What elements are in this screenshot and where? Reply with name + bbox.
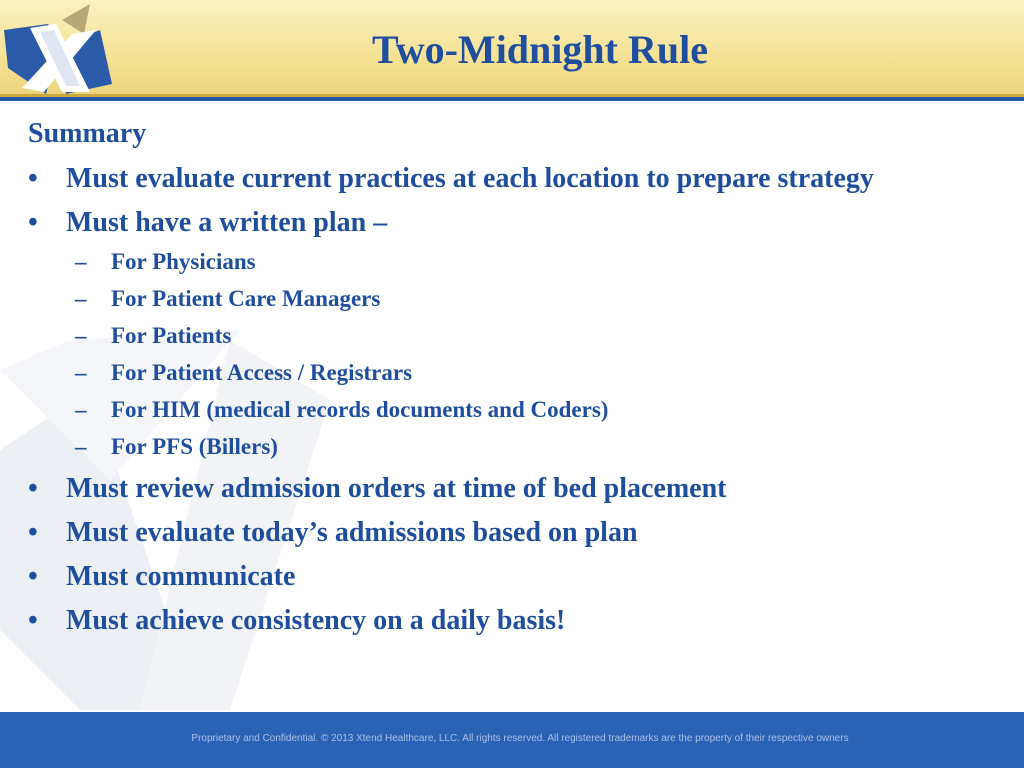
bullet-icon: • bbox=[28, 605, 38, 636]
list-item bbox=[28, 472, 988, 506]
summary-heading: Summary bbox=[28, 118, 147, 149]
bullet-list bbox=[28, 162, 988, 240]
bullet-icon: • bbox=[28, 473, 38, 504]
dash-icon: – bbox=[75, 360, 87, 385]
sub-list-item bbox=[28, 247, 988, 277]
bullet-icon: • bbox=[28, 163, 38, 194]
bullet-text: Must evaluate current practices at each location to prepare strategy bbox=[66, 163, 874, 194]
list-item bbox=[28, 560, 988, 594]
sub-bullet-text: For Patients bbox=[111, 323, 232, 348]
bullet-text: Must achieve consistency on a daily basis! bbox=[66, 605, 566, 636]
slide-footer bbox=[0, 712, 1024, 768]
xtend-x-logo-icon bbox=[0, 0, 120, 100]
header-blue-rule bbox=[0, 97, 1024, 101]
sub-list-item bbox=[28, 395, 988, 425]
sub-bullet-text: For Patient Care Managers bbox=[111, 286, 381, 311]
slide-body bbox=[28, 116, 988, 638]
sub-list-item bbox=[28, 432, 988, 462]
bullet-text: Must have a written plan – bbox=[66, 207, 388, 238]
slide-title: Two-Midnight Rule bbox=[372, 27, 708, 72]
bullet-text: Must review admission orders at time of bed placement bbox=[66, 473, 727, 504]
sub-bullet-text: For HIM (medical records documents and Coders) bbox=[111, 397, 609, 422]
dash-icon: – bbox=[75, 323, 87, 348]
dash-icon: – bbox=[75, 249, 87, 274]
dash-icon: – bbox=[75, 397, 87, 422]
list-item bbox=[28, 162, 988, 196]
list-item bbox=[28, 604, 988, 638]
sub-bullet-text: For Physicians bbox=[111, 249, 256, 274]
bullet-icon: • bbox=[28, 561, 38, 592]
sub-bullet-text: For Patient Access / Registrars bbox=[111, 360, 413, 385]
sub-list-item bbox=[28, 284, 988, 314]
bullet-text: Must communicate bbox=[66, 561, 296, 592]
list-item bbox=[28, 206, 988, 240]
bullet-text: Must evaluate today’s admissions based on plan bbox=[66, 517, 638, 548]
bullet-icon: • bbox=[28, 517, 38, 548]
bullet-icon: • bbox=[28, 207, 38, 238]
bullet-list-continued bbox=[28, 472, 988, 638]
sub-list-item bbox=[28, 358, 988, 388]
copyright-notice: Proprietary and Confidential. © 2013 Xtend Healthcare, LLC. All rights reserved. All registered trademarks are the property of their respective owners bbox=[191, 733, 849, 744]
sub-list-item bbox=[28, 321, 988, 351]
dash-icon: – bbox=[75, 286, 87, 311]
dash-icon: – bbox=[75, 434, 87, 459]
sub-bullet-text: For PFS (Billers) bbox=[111, 434, 278, 459]
sub-bullet-list bbox=[28, 247, 988, 462]
list-item bbox=[28, 516, 988, 550]
